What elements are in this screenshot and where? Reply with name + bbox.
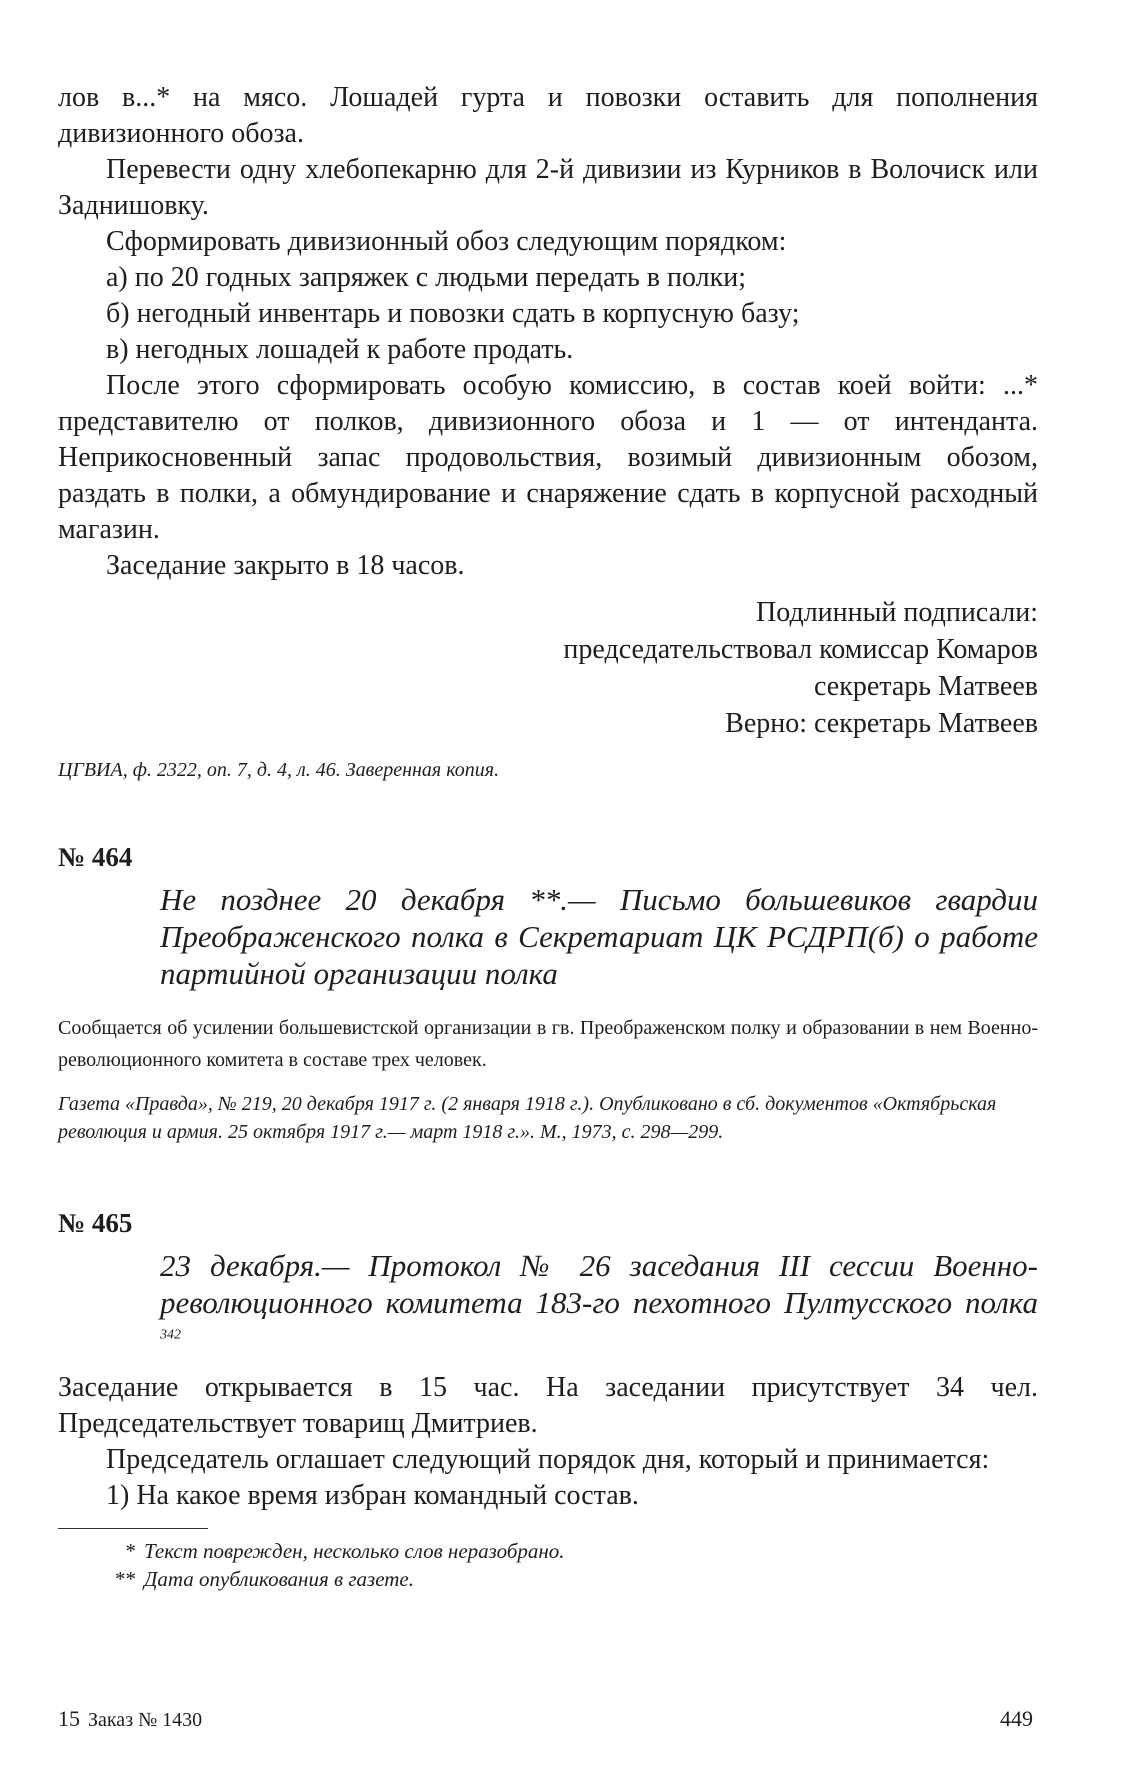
document-summary-464: Сообщается об усилении большевистской организации в гв. Преображенском полку и образовании в нем Военно-революционного комитета в составе трех человек. xyxy=(58,1017,1038,1071)
page-content xyxy=(58,80,1038,1593)
publication-source-464: Газета «Правда», № 219, 20 декабря 1917 г. (2 января 1918 г.). Опубликовано в сб. документов «Октябрьская революция и армия. 25 октября 1917 г.— март 1918 г.». М., 1973, с. 298—299. xyxy=(58,1093,997,1143)
signature-digit: 15 xyxy=(58,1706,80,1731)
document-title-465 xyxy=(58,1247,1038,1358)
footnote-mark: ** xyxy=(115,1567,136,1591)
document-body-465 xyxy=(58,1370,1038,1514)
document-title-464: Не позднее 20 декабря **.— Письмо большевиков гвардии Преображенского полка в Секретариат ЦК РСДРП(б) о работе партийной организации полка xyxy=(160,882,1038,991)
document-number-465: № 465 xyxy=(58,1208,133,1238)
signature-line: председательствовал комиссар Комаров xyxy=(563,634,1038,665)
list-item: 1) На какое время избран командный состав. xyxy=(106,1480,639,1511)
paragraph: После этого сформировать особую комиссию, в состав коей войти: ...* представителю от полков, дивизионного обоза и 1 — от интенданта. Неприкосновенный запас продовольствия, возимый дивизионным обозом, раздать в полки, а обмундирование и снаряжение сдать в корпусной расходный магазин. xyxy=(58,370,1038,545)
title-text: 23 декабря.— Протокол № 26 заседания III сессии Военно-революционного комитета 183-го пехотного Пултусского полка xyxy=(160,1248,1038,1320)
page-number: 449 xyxy=(1000,1706,1033,1731)
page-footer xyxy=(58,1706,1033,1732)
order-label: Заказ № 1430 xyxy=(88,1709,203,1731)
footnote xyxy=(100,1537,1038,1565)
paragraph: Заседание закрыто в 18 часов. xyxy=(106,550,465,581)
signature-block xyxy=(58,594,1038,742)
footnote-divider xyxy=(58,1528,208,1529)
footnote-text: Дата опубликования в газете. xyxy=(144,1567,415,1591)
printing-order xyxy=(58,1706,202,1732)
paragraph: Перевести одну хлебопекарню для 2-й дивизии из Курников в Волочиск или Заднишовку. xyxy=(58,154,1038,221)
footnote-mark: * xyxy=(125,1539,136,1563)
document-continuation xyxy=(58,80,1038,584)
paragraph: Сформировать дивизионный обоз следующим порядком: xyxy=(106,226,787,257)
list-item: б) негодный инвентарь и повозки сдать в корпусную базу; xyxy=(106,298,800,329)
footnote xyxy=(100,1565,1038,1593)
paragraph: Председатель оглашает следующий порядок дня, который и принимается: xyxy=(106,1444,990,1475)
footnotes xyxy=(58,1537,1038,1593)
list-item: а) по 20 годных запряжек с людьми передать в полки; xyxy=(106,262,746,293)
list-item: в) негодных лошадей к работе продать. xyxy=(106,334,574,365)
signature-line: секретарь Матвеев xyxy=(814,671,1038,702)
signature-line: Подлинный подписали: xyxy=(756,597,1038,628)
paragraph: лов в...* на мясо. Лошадей гурта и повозки оставить для пополнения дивизионного обоза. xyxy=(58,82,1038,149)
title-note-ref: 342 xyxy=(160,1327,181,1343)
signature-line: Верно: секретарь Матвеев xyxy=(725,708,1038,739)
document-number-464: № 464 xyxy=(58,842,133,872)
archive-source: ЦГВИА, ф. 2322, оп. 7, д. 4, л. 46. Заверенная копия. xyxy=(58,759,500,781)
paragraph: Заседание открывается в 15 час. На заседании присутствует 34 чел. Председательствует товарищ Дмитриев. xyxy=(58,1372,1038,1439)
footnote-text: Текст поврежден, несколько слов неразобрано. xyxy=(144,1539,565,1563)
